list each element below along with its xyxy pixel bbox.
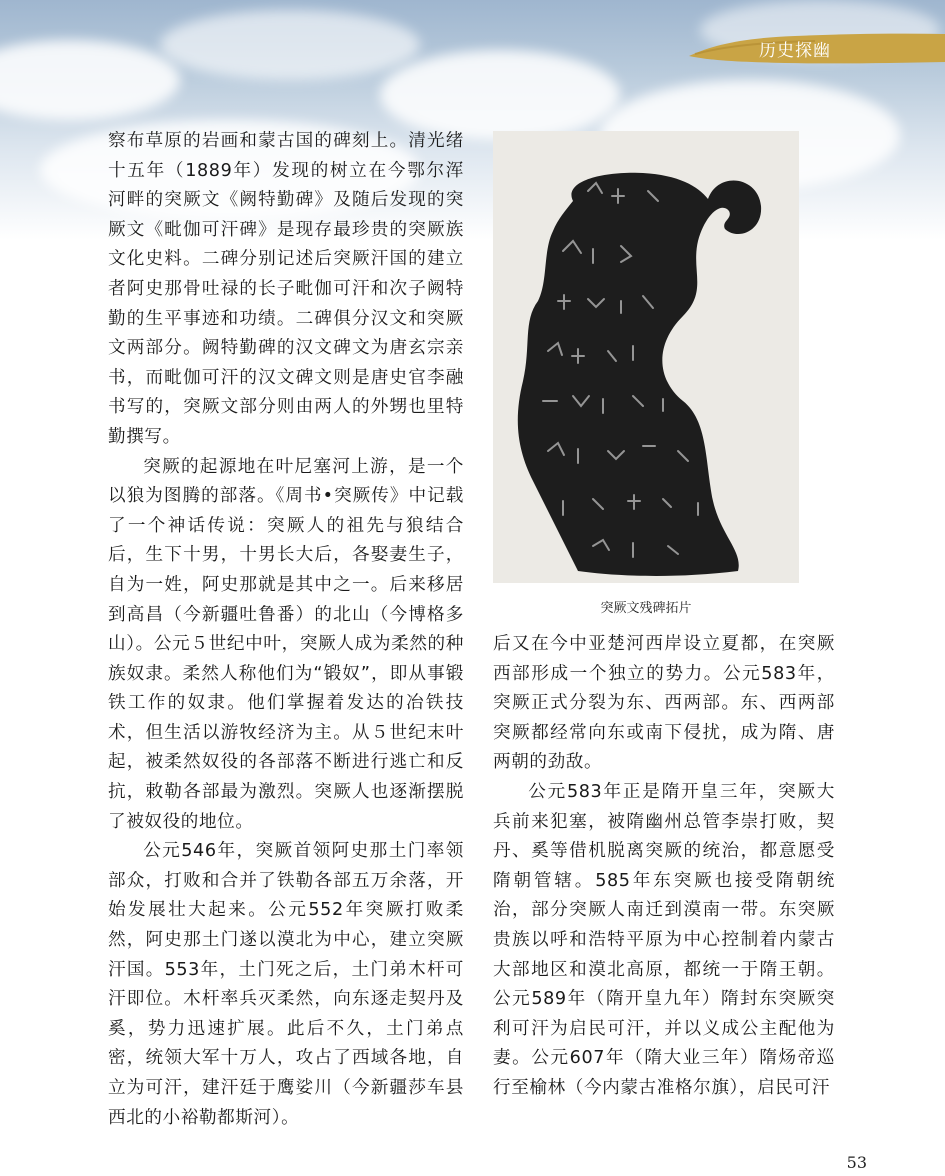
paragraph: 公元583年正是隋开皇三年，突厥大兵前来犯塞，被隋幽州总管李崇打败，契丹、奚等借机脱离突厥的统治，都意愿受隋朝管辖。585年东突厥也接受隋朝统治，部分突厥人南迁到漠南一带。东突厥贵族以呼和浩特平原为中心控制着内蒙古大部地区和漠北高原，都统一于隋王朝。公元589年（隋开皇九年）隋封东突厥突利可汗为启民可汗，并以义成公主配他为妻。公元607年（隋大业三年）隋炀帝巡行至榆林（今内蒙古准格尔旗），启民可汗 bbox=[493, 781, 835, 1098]
left-text-column bbox=[108, 127, 464, 1133]
section-tag bbox=[685, 30, 945, 68]
paragraph: 公元546年，突厥首领阿史那土门率领部众，打败和合并了铁勒各部五万余落，开始发展壮大起来。公元552年突厥打败柔然，阿史那土门遂以漠北为中心，建立突厥汗国。553年，土门死之后，土门弟木杆可汗即位。木杆率兵灭柔然，向东逐走契丹及奚，势力迅速扩展。此后不久，土门弟点密，统领大军十万人，攻占了西域各地，自立为可汗，建汗廷于鹰娑川（今新疆莎车县西北的小裕勒都斯河）。 bbox=[108, 841, 464, 1128]
paragraph: 察布草原的岩画和蒙古国的碑刻上。清光绪十五年（1889年）发现的树立在今鄂尔浑河畔的突厥文《阙特勤碑》及随后发现的突厥文《毗伽可汗碑》是现存最珍贵的突厥族文化史料。二碑分别记述后突厥汗国的建立者阿史那骨吐禄的长子毗伽可汗和次子阙特勤的生平事迹和功绩。二碑俱分汉文和突厥文两部分。阙特勤碑的汉文碑文为唐玄宗亲书，而毗伽可汗的汉文碑文则是唐史官李融书写的，突厥文部分则由两人的外甥也里特勤撰写。 bbox=[108, 131, 464, 447]
stele-rubbing-icon bbox=[493, 131, 799, 583]
right-text-column bbox=[493, 630, 835, 1104]
page-number: 53 bbox=[846, 1153, 867, 1172]
paragraph: 突厥的起源地在叶尼塞河上游，是一个以狼为图腾的部落。《周书•突厥传》中记载了一个神话传说：突厥人的祖先与狼结合后，生下十男，十男长大后，各娶妻生子，自为一姓，阿史那就是其中之一。后来移居到高昌（今新疆吐鲁番）的北山（今博格多山）。公元５世纪中叶，突厥人成为柔然的种族奴隶。柔然人称他们为“锻奴”，即从事锻铁工作的奴隶。他们掌握着发达的冶铁技术，但生活以游牧经济为主。从５世纪末叶起，被柔然奴役的各部落不断进行逃亡和反抗，敕勒各部最为激烈。突厥人也逐渐摆脱了被奴役的地位。 bbox=[108, 456, 464, 832]
paragraph: 后又在今中亚楚河西岸设立夏都，在突厥西部形成一个独立的势力。公元583年，突厥正式分裂为东、西两部。东、西两部突厥都经常向东或南下侵扰，成为隋、唐两朝的劲敌。 bbox=[493, 634, 835, 773]
stele-rubbing-image bbox=[493, 131, 799, 583]
section-tag-label: 历史探幽 bbox=[759, 41, 831, 61]
figure-caption: 突厥文残碑拓片 bbox=[600, 601, 692, 616]
